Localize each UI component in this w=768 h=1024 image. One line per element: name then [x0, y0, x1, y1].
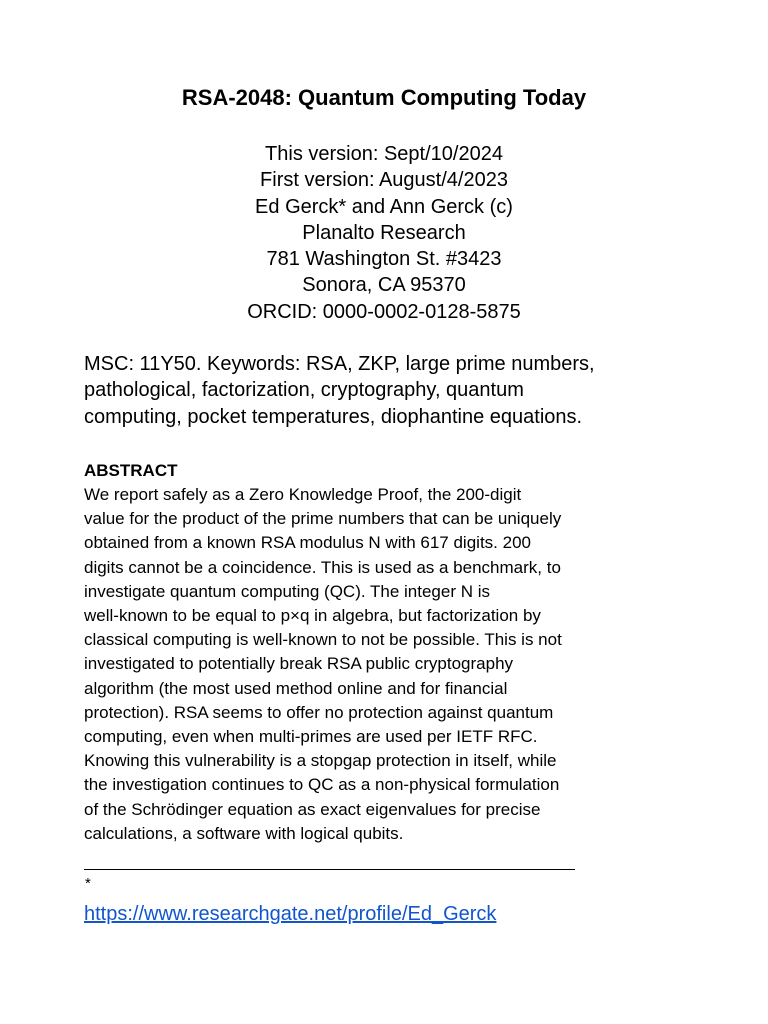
- abstract-line: calculations, a software with logical qubits.: [84, 823, 404, 843]
- address-line-2: Sonora, CA 95370: [302, 274, 466, 297]
- keywords-line: computing, pocket temperatures, diophantine equations.: [84, 405, 583, 428]
- affiliation: Planalto Research: [302, 221, 466, 244]
- first-version: First version: August/4/2023: [260, 169, 508, 192]
- researchgate-profile-link[interactable]: https://www.researchgate.net/profile/Ed_Gerck: [84, 903, 497, 925]
- abstract-line: classical computing is well-known to not be possible. This is not: [84, 630, 562, 650]
- orcid: ORCID: 0000-0002-0128-5875: [247, 300, 521, 323]
- authors: Ed Gerck* and Ann Gerck (c): [255, 195, 513, 218]
- abstract-line: of the Schrödinger equation as exact eigenvalues for precise: [84, 799, 541, 819]
- abstract-line: digits cannot be a coincidence. This is used as a benchmark, to: [84, 557, 561, 577]
- abstract-heading: ABSTRACT: [84, 461, 178, 480]
- footnote-asterisk: *: [85, 875, 91, 892]
- this-version: This version: Sept/10/2024: [265, 143, 503, 165]
- abstract-line: computing, even when multi-primes are used per IETF RFC.: [84, 727, 538, 747]
- abstract-line: well-known to be equal to p×q in algebra, but factorization by: [84, 606, 541, 626]
- keywords-line: MSC: 11Y50. Keywords: RSA, ZKP, large prime numbers,: [84, 353, 595, 375]
- paper-meta: [0, 141, 768, 325]
- address-line-1: 781 Washington St. #3423: [266, 248, 502, 271]
- paper-title: RSA-2048: Quantum Computing Today: [181, 85, 587, 110]
- abstract-line: protection). RSA seems to offer no protection against quantum: [84, 702, 554, 722]
- keywords-paragraph: [84, 351, 724, 430]
- abstract-line: investigate quantum computing (QC). The integer N is: [84, 581, 490, 601]
- abstract-line: the investigation continues to QC as a non-physical formulation: [84, 775, 560, 795]
- abstract-line: investigated to potentially break RSA public cryptography: [84, 654, 514, 674]
- abstract-line: obtained from a known RSA modulus N with 617 digits. 200: [84, 533, 531, 553]
- abstract-line: Knowing this vulnerability is a stopgap protection in itself, while: [84, 751, 557, 771]
- abstract-line: value for the product of the prime numbers that can be uniquely: [84, 509, 562, 529]
- abstract-line: algorithm (the most used method online and for financial: [84, 678, 508, 698]
- footnote-divider: [84, 869, 575, 870]
- abstract-body: [84, 483, 562, 846]
- abstract-line: We report safely as a Zero Knowledge Proof, the 200-digit: [84, 485, 522, 504]
- keywords-line: pathological, factorization, cryptography, quantum: [84, 379, 524, 402]
